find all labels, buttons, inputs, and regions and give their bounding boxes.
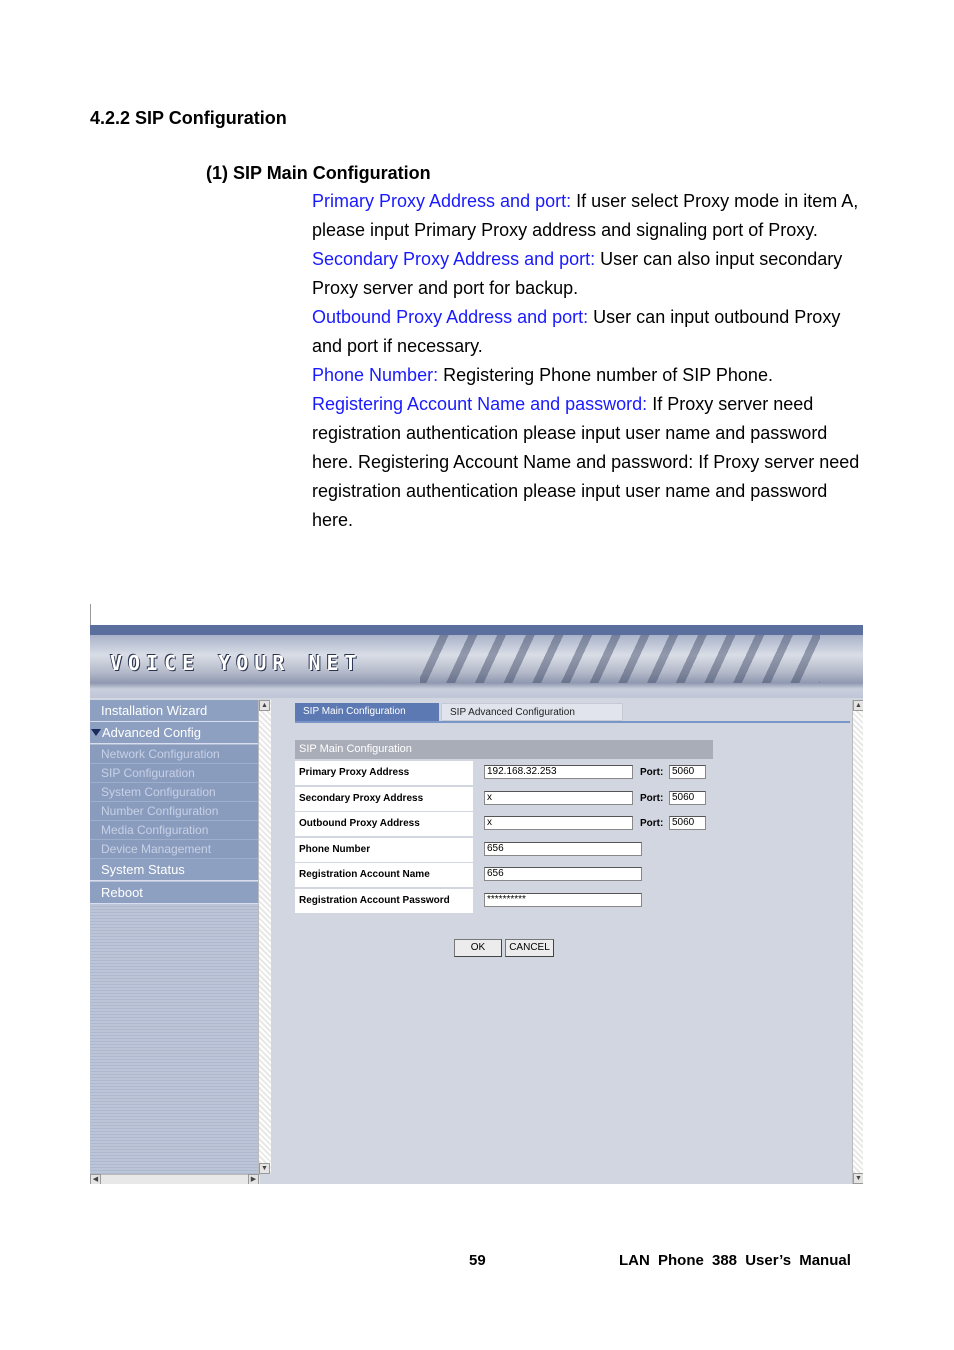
primary-port-input[interactable]: 5060	[669, 765, 706, 779]
definition: If Proxy server need registration authentication please input user name and password here. Registering Account Name and password: If Proxy server need registration authentication please input user name and password here.	[312, 394, 860, 530]
sub-title: (1) SIP Main Configuration	[206, 163, 431, 183]
page-number: 59	[469, 1252, 486, 1269]
term: Registering Account Name and password:	[312, 394, 648, 414]
brand-logo: VOICE YOUR NET	[110, 651, 363, 675]
definition: User can input outbound Proxy and port if necessary.	[312, 307, 841, 356]
tab-underline	[295, 721, 850, 723]
label-outbound-proxy: Outbound Proxy Address	[295, 812, 473, 836]
sidebar-horizontal-scrollbar[interactable]	[90, 1174, 260, 1184]
web-ui-screenshot	[90, 625, 863, 1184]
term: Phone Number:	[312, 365, 439, 385]
sidebar-subitem-system[interactable]: System Configuration	[90, 783, 258, 802]
cancel-button[interactable]: CANCEL	[505, 939, 554, 957]
definition: If user select Proxy mode in item A, please input Primary Proxy address and signaling port of Proxy.	[312, 191, 859, 240]
account-password-input[interactable]: **********	[484, 893, 642, 907]
sidebar-item-reboot[interactable]: Reboot	[90, 882, 258, 904]
sidebar-item-label: Advanced Config	[102, 725, 202, 740]
outbound-port-input[interactable]: 5060	[669, 816, 706, 830]
paragraph-outbound-proxy	[312, 303, 868, 361]
form-title: SIP Main Configuration	[295, 740, 713, 759]
banner	[90, 625, 863, 698]
description-text	[312, 187, 868, 535]
sidebar-item-installation-wizard[interactable]: Installation Wizard	[90, 700, 258, 722]
tab-sip-main[interactable]: SIP Main Configuration	[295, 703, 439, 721]
primary-proxy-input[interactable]: 192.168.32.253	[484, 765, 633, 779]
triangle-down-icon	[91, 729, 101, 736]
sidebar-item-advanced-config[interactable]	[90, 722, 258, 744]
secondary-proxy-input[interactable]: x	[484, 791, 633, 805]
sidebar-subitem-media[interactable]: Media Configuration	[90, 821, 258, 840]
sidebar-subitem-device[interactable]: Device Management	[90, 840, 258, 859]
ok-button[interactable]: OK	[454, 939, 502, 957]
paragraph-secondary-proxy	[312, 245, 868, 303]
account-name-input[interactable]: 656	[484, 867, 642, 881]
paragraph-registering-account	[312, 390, 868, 535]
banner-decoration	[420, 635, 820, 683]
secondary-port-input[interactable]: 5060	[669, 791, 706, 805]
paragraph-primary-proxy	[312, 187, 868, 245]
label-account-password: Registration Account Password	[295, 889, 473, 913]
outbound-proxy-input[interactable]: x	[484, 816, 633, 830]
term: Primary Proxy Address and port:	[312, 191, 572, 211]
sidebar	[90, 700, 258, 1176]
tab-sip-advanced[interactable]: SIP Advanced Configuration	[441, 703, 623, 721]
sidebar-scrollbar[interactable]	[258, 700, 271, 1174]
label-phone-number: Phone Number	[295, 838, 473, 862]
manual-title: LAN Phone 388 User’s Manual	[619, 1252, 851, 1269]
main-scrollbar[interactable]	[852, 700, 863, 1184]
label-secondary-proxy: Secondary Proxy Address	[295, 787, 473, 811]
sidebar-subitem-sip[interactable]: SIP Configuration	[90, 764, 258, 783]
sidebar-subitem-number[interactable]: Number Configuration	[90, 802, 258, 821]
scroll-down-icon[interactable]: ▼	[853, 1173, 863, 1184]
label-primary-proxy: Primary Proxy Address	[295, 761, 473, 785]
scroll-up-icon[interactable]: ▲	[853, 700, 863, 711]
scroll-right-icon[interactable]: ▶	[248, 1174, 259, 1184]
port-label: Port:	[640, 767, 664, 778]
divider-line	[90, 604, 91, 626]
section-title: 4.2.2 SIP Configuration	[90, 108, 287, 128]
term: Secondary Proxy Address and port:	[312, 249, 596, 269]
phone-number-input[interactable]: 656	[484, 842, 642, 856]
port-label: Port:	[640, 793, 664, 804]
scroll-down-icon[interactable]: ▼	[259, 1163, 270, 1174]
sidebar-subitem-network[interactable]: Network Configuration	[90, 745, 258, 764]
paragraph-phone-number	[312, 361, 868, 390]
port-label: Port:	[640, 818, 664, 829]
sidebar-item-system-status[interactable]: System Status	[90, 859, 258, 881]
label-account-name: Registration Account Name	[295, 863, 473, 887]
scroll-left-icon[interactable]: ◀	[90, 1174, 101, 1184]
scroll-up-icon[interactable]: ▲	[259, 700, 270, 711]
definition: User can also input secondary Proxy server and port for backup.	[312, 249, 843, 298]
definition: Registering Phone number of SIP Phone.	[438, 365, 773, 385]
term: Outbound Proxy Address and port:	[312, 307, 589, 327]
